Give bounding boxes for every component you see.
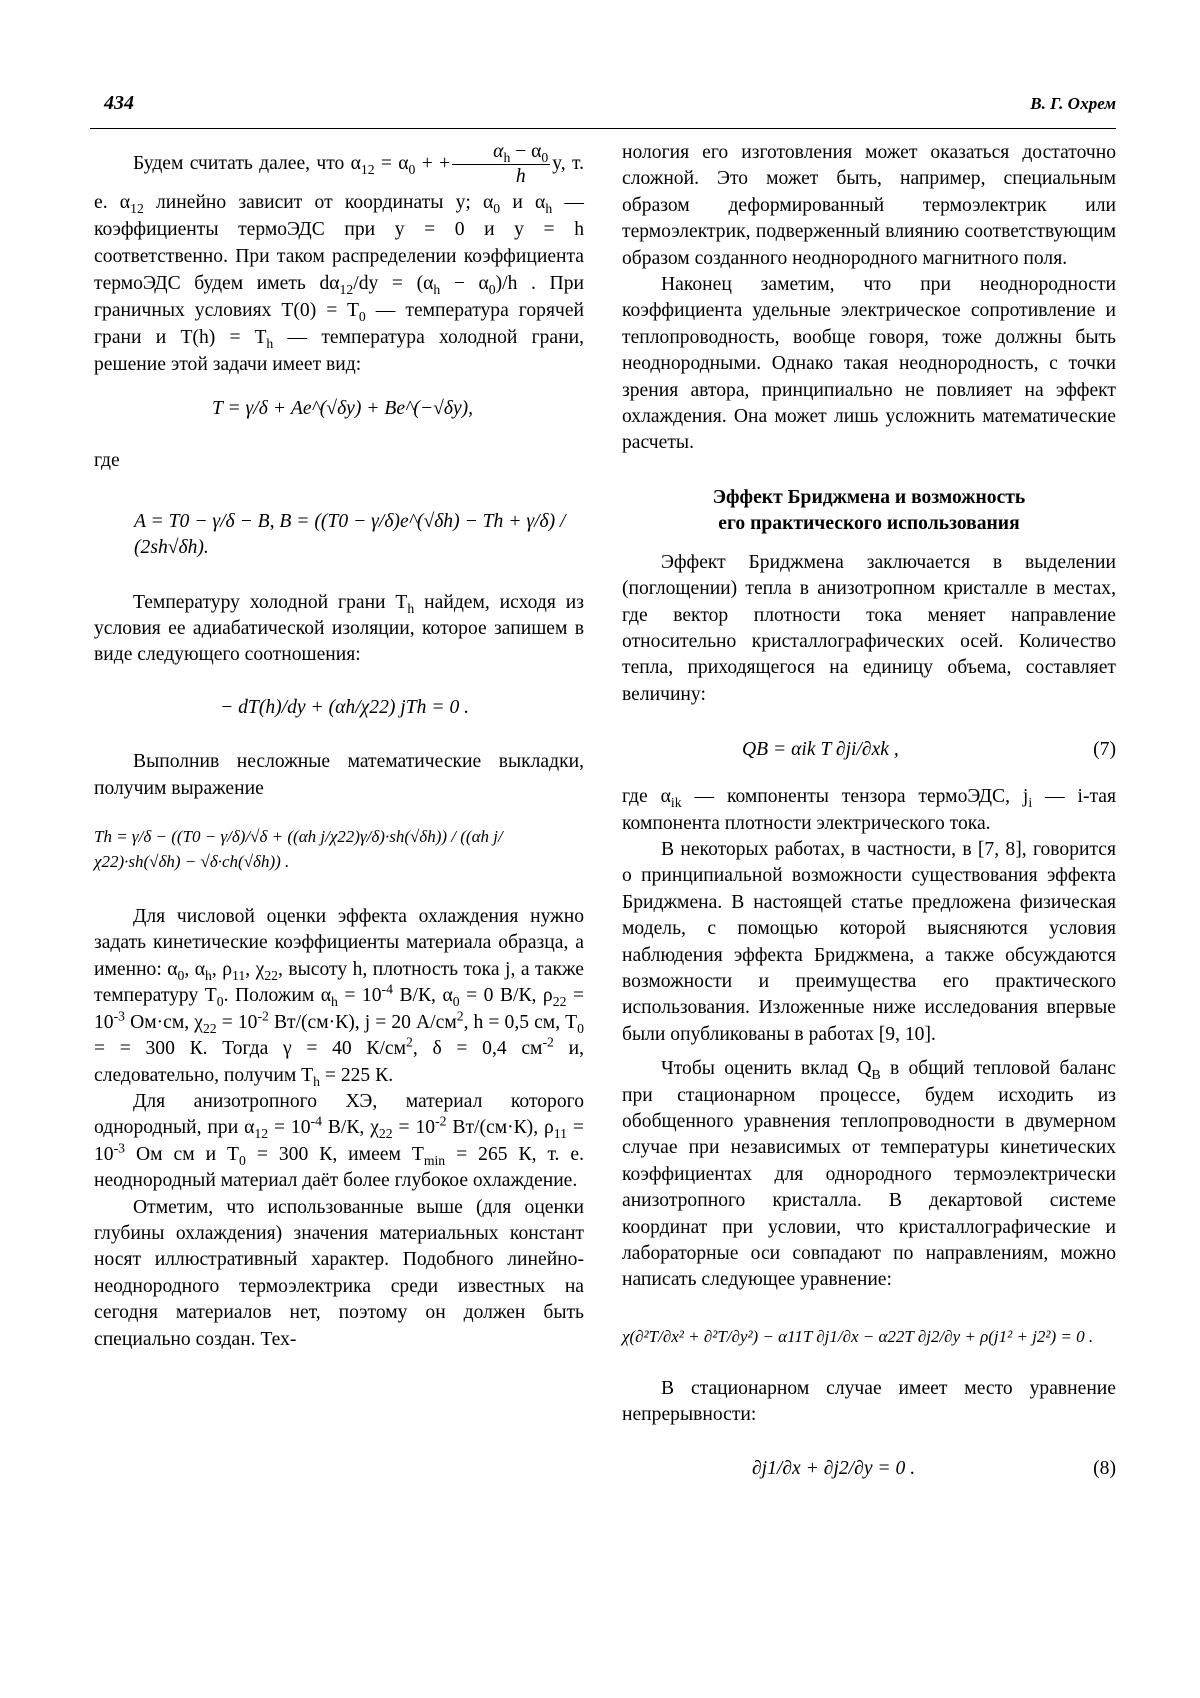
- right-column: [622, 140, 1116, 1493]
- heading-line-2: его практического использования: [718, 513, 1020, 535]
- equation-adiabatic: − dT(h)/dy + (αh/χ22) jTh = 0 .: [220, 696, 470, 718]
- paragraph-inhomogeneity: Наконец заметим, что при неоднородности коэффициента удельные электрическое сопротивление и теплопроводность, вообще говоря, тоже должны быть неоднородными. Однако такая неоднородность, с точки зрения автора, принципиально не повлияет на эффект охлаждения. Она может лишь усложнить математические расчеты.: [622, 274, 1116, 454]
- equation-cold-face-temperature: Th = γ/δ − ((T0 − γ/δ)/√δ + ((αh j/χ22)γ/δ)·sh(√δh)) / ((αh j/χ22)·sh(√δh) − √δ·ch(√δh)) .: [94, 827, 503, 872]
- equation-heat-conduction: χ(∂²T/∂x² + ∂²T/∂y²) − α11T ∂j1/∂x − α22T ∂j2/∂y + ρ(j1² + j2²) = 0 .: [622, 1326, 1094, 1346]
- running-header: [90, 92, 1116, 129]
- paragraph-cold-face: Температуру холодной грани $T_h$ найдем, исходя из условия ее адиабатической изоляции, которое запишем в виде следующего соотношения:: [94, 591, 584, 666]
- left-column: [94, 140, 584, 1353]
- equation-7: QB = αik T ∂ji/∂xk , (7): [622, 726, 1116, 774]
- paragraph-bridgman-effect: Эффект Бриджмена заключается в выделении (поглощении) тепла в анизотропном кристалле в местах, где вектор плотности тока меняет направление относительно кристаллографических осей. Количество тепла, приходящегося на единицу объема, составляет величину:: [622, 551, 1116, 705]
- paragraph-technology: нология его изготовления может оказаться достаточно сложной. Это может быть, например, специальным образом деформированный термоэлектрик или термоэлектрик, подверженный влиянию соответствующим образом созданного неоднородного магнитного поля.: [622, 142, 1116, 269]
- equation-7-number: (7): [1093, 739, 1116, 761]
- equation-8-number: (8): [1093, 1457, 1116, 1479]
- paragraph-tensor-components: где $\alpha_{ik}$ — компоненты тензора термоЭДС, $j_i$ — i-тая компонента плотности электрического тока.: [622, 786, 1116, 834]
- running-author: В. Г. Охрем: [1030, 94, 1116, 113]
- paragraph-continuity: В стационарном случае имеет место уравнение непрерывности:: [622, 1377, 1116, 1426]
- paragraph-linear-alpha: Будем считать далее, что $\alpha_{12} = \alpha_0$ + + $\frac{\alpha_h - \alpha_0}{h}$ y, т. е. $\alpha_{12}$ линейно зависит от координаты y; $\alpha_0$ и $\alpha_h$ — коэффициенты термоЭДС при y = 0 и y = h соответственно. При таком распределении коэффициента термоЭДС будем иметь $d\alpha_{12}/dy = (\alpha_h - \alpha_0)/h$ . При граничных условиях $T(0) = T_0$ — температура горячей грани и $T(h) = T_h$ — температура холодной грани, решение этой задачи имеет вид:: [94, 141, 584, 375]
- paragraph-calculation: Выполнив несложные математические выкладки, получим выражение: [94, 751, 584, 799]
- section-heading: [622, 485, 1116, 538]
- equation-constants-A-B: A = T0 − γ/δ − B, B = ((T0 − γ/δ)e^(√δh) − Th + γ/δ) / (2sh√δh).: [134, 510, 566, 559]
- paragraph-anisotropic-comparison: Для анизотропного ХЭ, материал которого однородный, при $\alpha_{12} = 10^{-4}$ В/К, $\chi_{22} = 10^{-2}$ Вт/(см·К), $\rho_{11} = 10^{-3}$ Ом см и $T_0 = 300$ К, имеем $T_{min} = 265$ К, т. е. неоднородный материал даёт более глубокое охлаждение.: [94, 1090, 585, 1192]
- equation-8: ∂j1/∂x + ∂j2/∂y = 0 . (8): [622, 1445, 1116, 1493]
- equation-temperature-solution: T = γ/δ + Ae^(√δy) + Be^(−√δy),: [212, 398, 474, 419]
- paragraph-illustrative-note: Отметим, что использованные выше (для оценки глубины охлаждения) значения материальных констант носят иллюстративный характер. Подобного линейно-неоднородного термоэлектрика среди известных на сегодня материалов нет, поэтому он должен быть специально создан. Тех-: [94, 1196, 584, 1350]
- word-where: где: [94, 450, 120, 472]
- paragraph-numerical-estimate: Для числовой оценки эффекта охлаждения нужно задать кинетические коэффициенты материала образца, а именно: $\alpha_0$, $\alpha_h$, $\rho_{11}$, $\chi_{22}$, высоту h, плотность тока j, а также температуру $T_0$. Положим $\alpha_h = 10^{-4}$ В/К, $\alpha_0 = 0$ В/К, $\rho_{22} = 10^{-3}$ Ом·см, $\chi_{22} = 10^{-2}$ Вт/(см·К), j = 20 $А/см^2$, h = 0,5 см, $T_0$ = = 300 К. Тогда γ = 40 $К/см^2$, δ = 0,4 $см^{-2}$ и, следовательно, получим $T_h = 225$ К.: [94, 906, 584, 1089]
- page-number: 434: [104, 92, 134, 114]
- paragraph-prior-works: В некоторых работах, в частности, в [7, 8], говорится о принципиальной возможности существования эффекта Бриджмена. В настоящей статье предложена физическая модель, с помощью которой выясняются условия наблюдения эффекта Бриджмена, а также обсуждаются возможности и преимущества его практического использования. Изложенные ниже исследования впервые были опубликованы в работах [9, 10].: [622, 838, 1116, 1045]
- paragraph-heat-balance: Чтобы оценить вклад $Q_B$ в общий тепловой баланс при стационарном процессе, будем исходить из обобщенного уравнения теплопроводности в двумерном случае при независимых от температуры кинетических коэффициентах для однородного термоэлектрически анизотропного кристалла. В декартовой системе координат при условии, что кристаллографические и лабораторные оси совпадают по направлениям, можно написать следующее уравнение:: [622, 1058, 1116, 1291]
- heading-line-1: Эффект Бриджмена и возможность: [712, 486, 1026, 508]
- fraction-alpha-gradient: $\frac{\alpha_h - \alpha_0}{h}$: [452, 140, 550, 189]
